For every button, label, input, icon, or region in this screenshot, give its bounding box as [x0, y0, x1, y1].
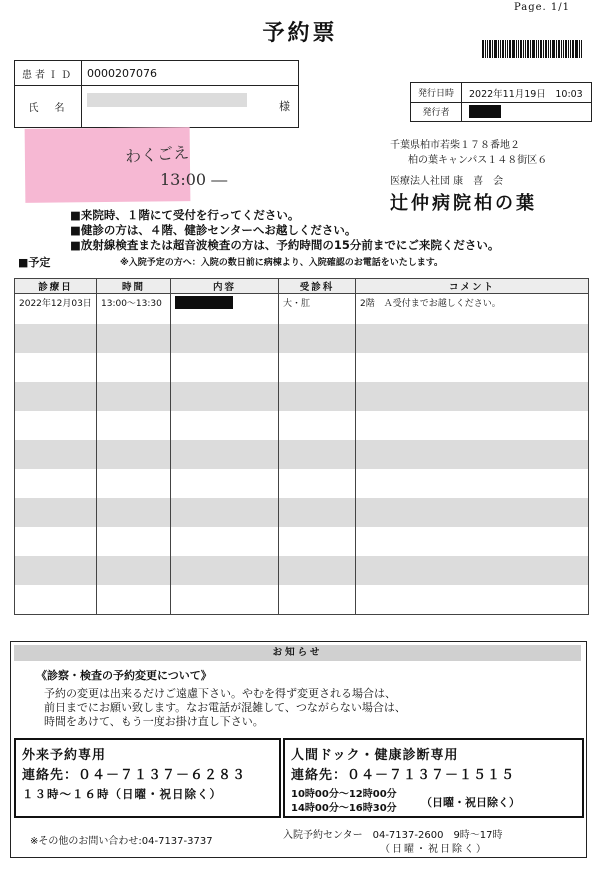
barcode-bar — [489, 40, 491, 58]
barcode-bar — [552, 40, 555, 58]
hospital-organization: 医療法人社団 康 喜 会 — [390, 176, 504, 187]
admission-center: 入院予約センター 04-7137-2600 9時～17時 — [283, 830, 503, 841]
hospital-info — [390, 136, 595, 215]
change-policy-text — [44, 687, 564, 729]
barcode-bar — [545, 40, 547, 58]
barcode-bar — [536, 40, 537, 58]
notice-item: ■健診の方は、４階、健診センターへお越しください。 — [70, 223, 357, 237]
hospital-name: 辻仲病院柏の葉 — [390, 193, 537, 214]
barcode-bar — [540, 40, 542, 58]
barcode-bar — [575, 40, 578, 58]
header-time: 時間 — [97, 279, 171, 294]
table-row — [15, 440, 589, 469]
notices — [70, 208, 595, 253]
barcode-bar — [482, 40, 484, 58]
handwritten-note-time: 13:00 ― — [160, 170, 228, 189]
cell-department: 大・肛 — [279, 294, 356, 325]
barcode-bar — [563, 40, 564, 58]
barcode-bar — [520, 40, 522, 58]
barcode-bar — [507, 40, 508, 58]
barcode-bar — [556, 40, 557, 58]
notice-item: ■放射線検査または超音波検査の方は、予約時間の15分前までにご来院ください。 — [70, 238, 500, 252]
table-row — [15, 469, 589, 498]
barcode-bar — [494, 40, 497, 58]
table-row — [15, 382, 589, 411]
table-row — [15, 585, 589, 615]
table-row — [15, 556, 589, 585]
change-policy-line: 前日までにお願い致します。なお電話が混雑して、つながらない場合は、 — [44, 701, 406, 714]
table-row — [15, 411, 589, 440]
dock-hours-afternoon: 14時00分～16時30分 — [291, 803, 397, 814]
barcode-bar — [527, 40, 529, 58]
patient-name-redacted — [87, 93, 247, 107]
issuer-row — [411, 102, 591, 121]
barcode-bar — [530, 40, 531, 58]
issuer-label: 発行者 — [411, 102, 462, 121]
barcode-bar — [512, 40, 515, 58]
outpatient-title: 外来予約専用 — [22, 748, 107, 763]
table-row — [15, 294, 589, 325]
admission-center-days: （日曜・祝日除く） — [380, 844, 488, 855]
barcode-bar — [485, 40, 486, 58]
barcode-bar — [532, 40, 535, 58]
patient-id-row — [15, 61, 298, 86]
barcode-bar — [538, 40, 539, 58]
barcode-bar — [550, 40, 551, 58]
table-row — [15, 498, 589, 527]
notice-item: ■来院時、１階にて受付を行ってください。 — [70, 208, 300, 222]
cell-content — [171, 294, 279, 325]
info-heading: お知らせ — [14, 645, 581, 661]
header-comment: コメント — [356, 279, 589, 294]
change-policy-line: 時間をあけて、もう一度お掛け直し下さい。 — [44, 715, 264, 728]
hospital-address-line1: 千葉県柏市若柴１７８番地２ — [390, 140, 520, 151]
issue-date-value: 2022年11月19日 10:03 — [469, 88, 583, 100]
table-row — [15, 353, 589, 382]
outpatient-phone: 連絡先：０４－７１３７－６２８３ — [22, 768, 247, 783]
change-policy-line: 予約の変更は出来るだけご遠慮下さい。やむを得ず変更される場合は、 — [44, 687, 396, 700]
sticky-note — [25, 127, 191, 203]
barcode-bar — [505, 40, 506, 58]
dock-title: 人間ドック・健康診断専用 — [291, 748, 459, 763]
hospital-address-line2: 柏の葉キャンパス１４８街区６ — [408, 155, 548, 166]
header-content: 内容 — [171, 279, 279, 294]
patient-info-box — [14, 60, 299, 128]
page-title: 予約票 — [262, 21, 338, 46]
barcode-bar — [516, 40, 517, 58]
barcode-bar — [509, 40, 511, 58]
schedule-header-row — [15, 279, 589, 294]
table-row — [15, 527, 589, 556]
content-redacted — [175, 296, 233, 309]
barcode-bar — [568, 40, 569, 58]
patient-name-row — [15, 85, 298, 127]
dock-contact-box — [283, 738, 584, 818]
barcode-bar — [525, 40, 526, 58]
barcode-bar — [543, 40, 544, 58]
cell-comment: 2階 Ａ受付までお越しください。 — [356, 294, 589, 325]
barcode-bar — [500, 40, 501, 58]
barcode-image — [482, 40, 592, 58]
table-row — [15, 324, 589, 353]
barcode-bar — [561, 40, 562, 58]
patient-name-label: 氏 名 — [15, 85, 82, 127]
barcode-bar — [498, 40, 499, 58]
schedule-table — [14, 278, 589, 615]
dock-phone: 連絡先：０４－７１３７－１５１５ — [291, 768, 516, 783]
header-date: 診療日 — [15, 279, 97, 294]
dock-closed-days: （日曜・祝日除く） — [421, 796, 520, 809]
outpatient-contact-box — [14, 738, 281, 818]
barcode-bar — [572, 40, 574, 58]
issue-date-row — [411, 83, 591, 103]
other-inquiries: ※その他のお問い合わせ:04-7137-3737 — [30, 836, 213, 847]
patient-id-label: 患者ＩＤ — [15, 61, 82, 85]
issue-date-label: 発行日時 — [411, 83, 462, 102]
honorific: 様 — [279, 100, 290, 113]
change-policy-title: 《診察・検査の予約変更について》 — [36, 669, 212, 682]
admission-note: ※入院予定の方へ：入院の数日前に病棟より、入院確認のお電話をいたします。 — [120, 258, 444, 268]
patient-id-value: 0000207076 — [87, 66, 157, 80]
barcode-bar — [492, 40, 493, 58]
schedule-label: ■予定 — [18, 256, 51, 269]
barcode-bar — [558, 40, 560, 58]
cell-time: 13:00～13:30 — [97, 294, 171, 325]
barcode-bar — [518, 40, 519, 58]
dock-hours-morning: 10時00分～12時00分 — [291, 789, 397, 800]
barcode-bar — [565, 40, 567, 58]
handwritten-note-name: わくごえ — [124, 142, 190, 167]
barcode-bar — [570, 40, 571, 58]
header-department: 受診科 — [279, 279, 356, 294]
issue-info-box — [410, 82, 592, 122]
barcode-bar — [579, 40, 580, 58]
barcode-bar — [523, 40, 524, 58]
page-number: Page. 1/1 — [513, 2, 570, 13]
barcode-bar — [502, 40, 504, 58]
barcode-bar — [487, 40, 488, 58]
barcode-bar — [581, 40, 582, 58]
cell-date: 2022年12月03日 — [15, 294, 97, 325]
barcode-bar — [548, 40, 549, 58]
issuer-redacted — [469, 105, 501, 118]
outpatient-hours: １３時～１６時（日曜・祝日除く） — [22, 787, 222, 801]
